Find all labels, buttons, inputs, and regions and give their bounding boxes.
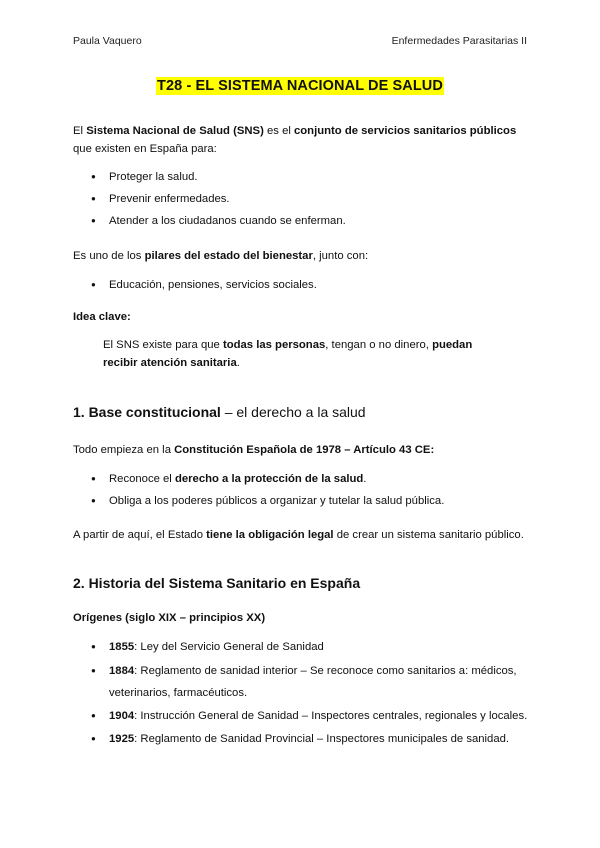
list-item: ● Educación, pensiones, servicios sociales. [91,276,531,294]
section-2-subheading: Orígenes (siglo XIX – principios XX) [73,612,266,624]
section-1-intro: Todo empieza en la Constitución Española de 1978 – Artículo 43 CE: [73,444,435,456]
section-2-heading: 2. Historia del Sistema Sanitario en España [73,575,361,591]
section-1-closing: A partir de aquí, el Estado tiene la obligación legal de crear un sistema sanitario público. [73,529,524,541]
intro-text-1: El [73,125,87,137]
list-item: ● Atender a los ciudadanos cuando se enferman. [91,212,531,230]
intro-text-3: que existen en España para: [73,143,217,155]
list-item: ● Reconoce el derecho a la protección de la salud. [91,470,531,488]
page-title: T28 - EL SISTEMA NACIONAL DE SALUD [157,78,443,94]
intro-text-2: es el [263,125,294,137]
list-item: ● Proteger la salud. [91,168,531,186]
pillars-paragraph: Es uno de los pilares del estado del bienestar, junto con: [73,250,369,262]
list-item: ● 1925: Reglamento de Sanidad Provincial – Inspectores municipales de sanidad. [91,730,531,748]
key-idea-text: El SNS existe para que todas las personas, tengan o no dinero, puedan recibir atención sanitaria. [103,339,473,369]
list-item: ● 1884: Reglamento de sanidad interior – Se reconoce como sanitarios a: médicos, veterinarios, farmacéuticos. [91,660,531,704]
header-author: Paula Vaquero [73,35,142,47]
page-title-wrap [0,77,600,95]
list-item: ● Prevenir enfermedades. [91,190,531,208]
header-subject: Enfermedades Parasitarias II [391,35,527,47]
intro-bold-2: conjunto de servicios sanitarios públicos [294,125,517,137]
section-1-heading: 1. Base constitucional – el derecho a la salud [73,404,366,420]
list-item: ● 1904: Instrucción General de Sanidad – Inspectores centrales, regionales y locales. [91,707,531,725]
list-item: ● Obliga a los poderes públicos a organizar y tutelar la salud pública. [91,492,531,510]
key-idea-label: Idea clave: [73,311,131,323]
intro-paragraph [73,122,533,158]
intro-bold-1: Sistema Nacional de Salud (SNS) [86,125,264,137]
list-item: ● 1855: Ley del Servicio General de Sanidad [91,638,531,656]
